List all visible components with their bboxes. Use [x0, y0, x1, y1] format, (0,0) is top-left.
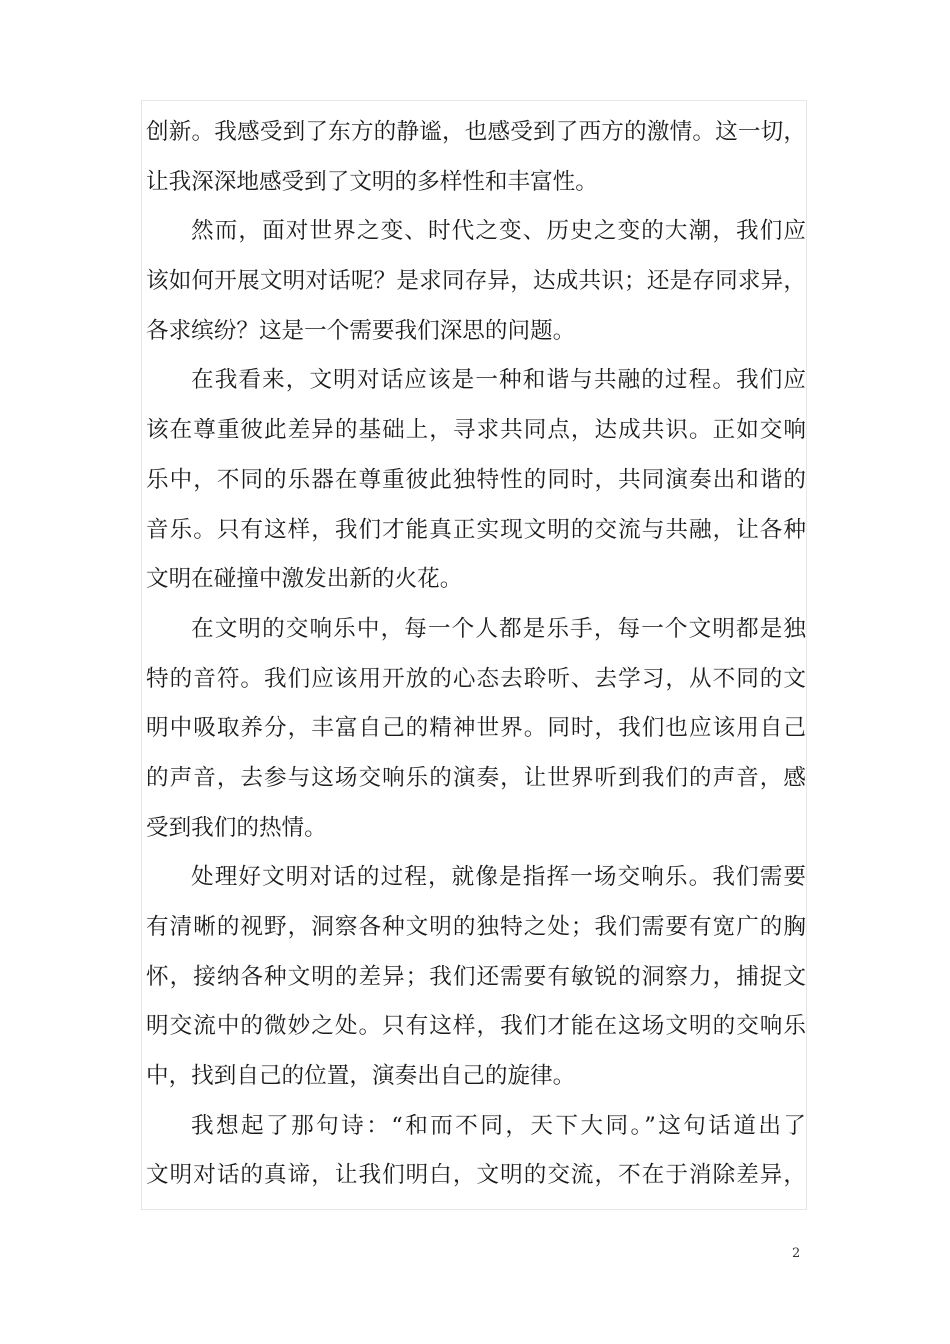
text-line: 文明对话的真谛，让我们明白，文明的交流，不在于消除差异，: [146, 1162, 806, 1189]
text-line: 在文明的交响乐中，每一个人都是乐手，每一个文明都是独: [191, 615, 806, 642]
text-line: 我想起了那句诗：“和而不同，天下大同。”这句话道出了: [191, 1112, 806, 1139]
text-line: 然而，面对世界之变、时代之变、历史之变的大潮，我们应: [191, 218, 806, 245]
text-line: 特的音符。我们应该用开放的心态去聆听、去学习，从不同的文: [146, 665, 806, 692]
text-line: 有清晰的视野，洞察各种文明的独特之处；我们需要有宽广的胸: [146, 914, 806, 940]
text-line: 明交流中的微妙之处。只有这样，我们才能在这场文明的交响乐: [146, 1013, 806, 1040]
text-line: 让我深深地感受到了文明的多样性和丰富性。: [146, 168, 598, 195]
text-line: 创新。我感受到了东方的静谧，也感受到了西方的激情。这一切，: [146, 119, 806, 145]
text-line: 怀，接纳各种文明的差异；我们还需要有敏锐的洞察力，捕捉文: [146, 963, 806, 990]
text-line: 受到我们的热情。: [146, 814, 327, 841]
text-line: 处理好文明对话的过程，就像是指挥一场交响乐。我们需要: [191, 864, 806, 891]
document-body: [146, 108, 806, 1201]
text-line: 该在尊重彼此差异的基础上，寻求共同点，达成共识。正如交响: [146, 417, 806, 444]
text-line: 在我看来，文明对话应该是一种和谐与共融的过程。我们应: [191, 367, 806, 394]
text-line: 明中吸取养分，丰富自己的精神世界。同时，我们也应该用自己: [146, 715, 806, 742]
text-line: 文明在碰撞中激发出新的火花。: [146, 566, 463, 593]
text-line: 中，找到自己的位置，演奏出自己的旋律。: [146, 1063, 576, 1090]
text-line: 音乐。只有这样，我们才能真正实现文明的交流与共融，让各种: [146, 516, 806, 543]
text-line: 各求缤纷？这是一个需要我们深思的问题。: [146, 317, 576, 344]
page-number: 2: [792, 1246, 801, 1261]
text-line: 该如何开展文明对话呢？是求同存异，达成共识；还是存同求异，: [146, 268, 806, 295]
text-line: 乐中，不同的乐器在尊重彼此独特性的同时，共同演奏出和谐的: [146, 466, 806, 493]
text-line: 的声音，去参与这场交响乐的演奏，让世界听到我们的声音，感: [146, 764, 806, 791]
